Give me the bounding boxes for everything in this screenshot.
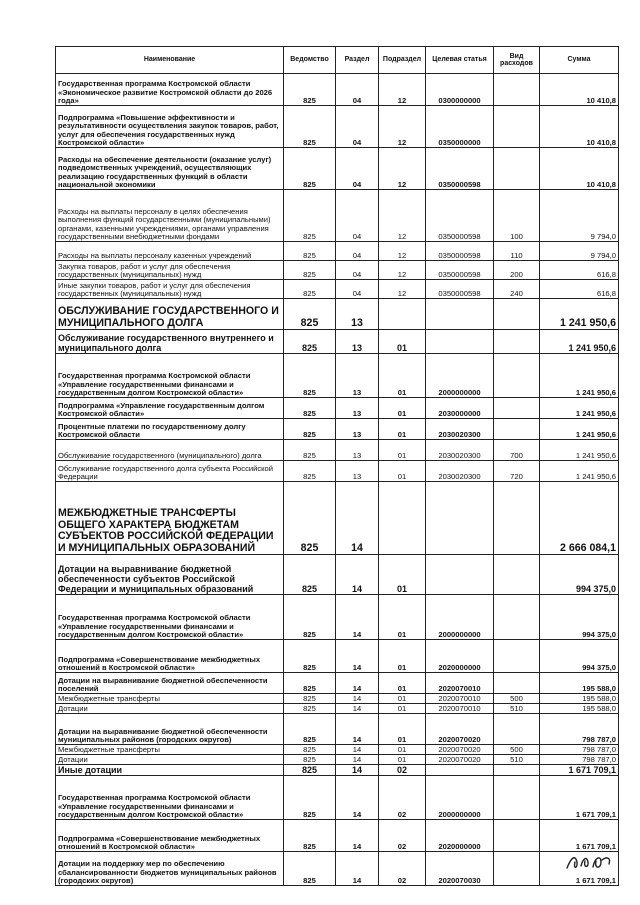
cell-subsection: 01 [379,673,426,694]
table-row [56,148,619,190]
cell-sum: 2 666 084,1 [540,482,619,555]
cell-target [426,765,494,776]
cell-name: Обслуживание государственного (муниципального) долга [56,440,284,461]
cell-name: Дотации [56,755,284,765]
cell-dept: 825 [284,106,336,148]
cell-section: 14 [336,694,379,704]
cell-kind [494,482,540,555]
table-row [56,330,619,354]
cell-subsection: 12 [379,242,426,261]
cell-sum: 994 375,0 [540,595,619,640]
cell-kind [494,776,540,820]
cell-section: 13 [336,419,379,440]
cell-name: Закупка товаров, работ и услуг для обеспечения государственных (муниципальных) нужд [56,261,284,280]
table-row [56,673,619,694]
cell-section: 04 [336,261,379,280]
cell-target: 0350000000 [426,106,494,148]
cell-dept: 825 [284,852,336,886]
cell-target: 0350000598 [426,280,494,299]
table-row [56,745,619,755]
cell-section: 13 [336,299,379,330]
cell-section: 14 [336,765,379,776]
table-row [56,106,619,148]
cell-name: Дотации [56,704,284,714]
cell-kind [494,595,540,640]
cell-section: 13 [336,354,379,398]
cell-sum: 195 588,0 [540,694,619,704]
cell-name: Государственная программа Костромской области «Управление государственными финансами и государственным долгом Костромской области» [56,776,284,820]
cell-subsection [379,299,426,330]
cell-sum: 1 671 709,1 [540,765,619,776]
cell-target: 2020070020 [426,745,494,755]
cell-sum: 1 241 950,6 [540,299,619,330]
cell-sum: 195 588,0 [540,673,619,694]
cell-sum: 1 671 709,1 [540,776,619,820]
table-row [56,820,619,852]
cell-dept: 825 [284,673,336,694]
table-row [56,440,619,461]
cell-sum: 616,8 [540,261,619,280]
cell-sum: 1 241 950,6 [540,461,619,482]
cell-section: 14 [336,704,379,714]
cell-target: 2020070020 [426,714,494,745]
cell-target [426,482,494,555]
cell-name: Подпрограмма «Совершенствование межбюджетных отношений в Костромской области» [56,820,284,852]
cell-target: 2020070010 [426,673,494,694]
table-row [56,299,619,330]
cell-sum: 994 375,0 [540,640,619,673]
cell-dept: 825 [284,595,336,640]
cell-sum: 1 241 950,6 [540,440,619,461]
cell-kind [494,640,540,673]
budget-table [55,46,619,886]
cell-subsection: 02 [379,852,426,886]
cell-sum: 798 787,0 [540,755,619,765]
table-row [56,280,619,299]
cell-name: Подпрограмма «Повышение эффективности и результативности осуществления закупок товаров, работ, услуг для обеспечения государственных нужд Костромской области» [56,106,284,148]
cell-name: Иные закупки товаров, работ и услуг для обеспечения государственных (муниципальных) нужд [56,280,284,299]
cell-subsection: 12 [379,148,426,190]
cell-target: 0350000598 [426,261,494,280]
cell-target: 2000000000 [426,354,494,398]
cell-target [426,330,494,354]
cell-section: 04 [336,190,379,242]
table-row [56,419,619,440]
table-row [56,190,619,242]
table-row [56,555,619,595]
table-row [56,595,619,640]
table-row [56,852,619,886]
cell-kind [494,354,540,398]
cell-subsection: 01 [379,461,426,482]
cell-kind [494,820,540,852]
cell-kind [494,330,540,354]
table-row [56,776,619,820]
cell-subsection: 01 [379,745,426,755]
cell-section: 13 [336,330,379,354]
header-target: Целевая статья [426,47,494,74]
cell-dept: 825 [284,354,336,398]
cell-dept: 825 [284,704,336,714]
cell-section: 04 [336,148,379,190]
cell-kind: 100 [494,190,540,242]
cell-section: 14 [336,714,379,745]
cell-sum: 1 241 950,6 [540,419,619,440]
cell-dept: 825 [284,765,336,776]
cell-sum: 10 410,8 [540,148,619,190]
cell-kind: 200 [494,261,540,280]
cell-kind: 240 [494,280,540,299]
cell-kind [494,148,540,190]
cell-dept: 825 [284,299,336,330]
cell-section: 14 [336,673,379,694]
table-row [56,704,619,714]
cell-dept: 825 [284,461,336,482]
cell-dept: 825 [284,74,336,106]
cell-name: Государственная программа Костромской области «Управление государственными финансами и государственным долгом Костромской области» [56,354,284,398]
cell-dept: 825 [284,190,336,242]
cell-name: Расходы на выплаты персоналу в целях обеспечения выполнения функций государственными (муниципальными) органами, казенными учреждениями, органами управления государственными внебюджетными фондами [56,190,284,242]
cell-subsection: 12 [379,190,426,242]
cell-name: Дотации на выравнивание бюджетной обеспеченности субъектов Российской Федерации и муниципальных образований [56,555,284,595]
cell-name: Дотации на выравнивание бюджетной обеспеченности муниципальных районов (городских округов) [56,714,284,745]
cell-kind [494,765,540,776]
header-dept: Ведомство [284,47,336,74]
cell-kind: 720 [494,461,540,482]
cell-subsection: 01 [379,440,426,461]
cell-subsection: 01 [379,714,426,745]
table-body [56,74,619,886]
cell-section: 04 [336,242,379,261]
cell-kind: 500 [494,694,540,704]
cell-sum: 1 241 950,6 [540,354,619,398]
table-row [56,694,619,704]
cell-dept: 825 [284,640,336,673]
cell-sum: 798 787,0 [540,745,619,755]
cell-kind [494,555,540,595]
cell-subsection: 01 [379,555,426,595]
table-header-row [56,47,619,74]
cell-kind: 500 [494,745,540,755]
cell-subsection: 01 [379,398,426,419]
cell-section: 13 [336,398,379,419]
cell-section: 14 [336,776,379,820]
table-row [56,640,619,673]
cell-section: 14 [336,820,379,852]
header-kind: Вид расходов [494,47,540,74]
cell-subsection: 01 [379,755,426,765]
header-section: Раздел [336,47,379,74]
cell-subsection: 01 [379,595,426,640]
cell-target: 0350000598 [426,148,494,190]
cell-name: Иные дотации [56,765,284,776]
cell-section: 14 [336,640,379,673]
cell-name: Подпрограмма «Совершенствование межбюджетных отношений в Костромской области» [56,640,284,673]
cell-dept: 825 [284,261,336,280]
table-row [56,482,619,555]
table-row [56,354,619,398]
cell-subsection: 01 [379,704,426,714]
cell-sum: 195 588,0 [540,704,619,714]
cell-name: ОБСЛУЖИВАНИЕ ГОСУДАРСТВЕННОГО И МУНИЦИПАЛЬНОГО ДОЛГА [56,299,284,330]
cell-subsection: 02 [379,776,426,820]
cell-target: 2020000000 [426,820,494,852]
cell-dept: 825 [284,330,336,354]
cell-kind [494,299,540,330]
cell-subsection: 01 [379,419,426,440]
cell-dept: 825 [284,440,336,461]
cell-section: 14 [336,852,379,886]
cell-dept: 825 [284,820,336,852]
cell-sum: 1 241 950,6 [540,330,619,354]
header-sum: Сумма [540,47,619,74]
cell-subsection: 02 [379,765,426,776]
cell-sum: 1 671 709,1 [540,852,619,886]
cell-section: 13 [336,440,379,461]
cell-sum: 9 794,0 [540,190,619,242]
cell-dept: 825 [284,755,336,765]
cell-kind [494,398,540,419]
table-row [56,74,619,106]
cell-subsection: 02 [379,820,426,852]
table-row [56,242,619,261]
cell-kind [494,714,540,745]
table-row [56,755,619,765]
cell-name: Обслуживание государственного долга субъекта Российской Федерации [56,461,284,482]
cell-target: 2000000000 [426,595,494,640]
cell-subsection: 01 [379,330,426,354]
cell-dept: 825 [284,714,336,745]
cell-dept: 825 [284,482,336,555]
cell-subsection: 12 [379,280,426,299]
cell-sum: 10 410,8 [540,106,619,148]
cell-section: 04 [336,74,379,106]
cell-target: 2000000000 [426,776,494,820]
cell-kind: 110 [494,242,540,261]
header-subsection: Подраздел [379,47,426,74]
cell-dept: 825 [284,694,336,704]
table-row [56,461,619,482]
cell-kind: 510 [494,704,540,714]
cell-target: 2020070030 [426,852,494,886]
cell-dept: 825 [284,776,336,820]
table-row [56,398,619,419]
cell-subsection: 12 [379,74,426,106]
cell-subsection [379,482,426,555]
cell-kind: 700 [494,440,540,461]
handwritten-page-number [561,848,621,874]
cell-kind [494,419,540,440]
cell-sum: 616,8 [540,280,619,299]
cell-target: 2030020300 [426,440,494,461]
cell-target: 2020070010 [426,704,494,714]
cell-name: Процентные платежи по государственному долгу Костромской области [56,419,284,440]
cell-dept: 825 [284,419,336,440]
cell-section: 04 [336,280,379,299]
cell-kind [494,852,540,886]
cell-name: Расходы на обеспечение деятельности (оказание услуг) подведомственных учреждений, осуществляющих реализацию государственных функций в области национальной экономики [56,148,284,190]
cell-name: Государственная программа Костромской области «Экономическое развитие Костромской области до 2026 года» [56,74,284,106]
header-name: Наименование [56,47,284,74]
cell-dept: 825 [284,280,336,299]
cell-target: 2020070020 [426,755,494,765]
cell-sum: 9 794,0 [540,242,619,261]
cell-dept: 825 [284,148,336,190]
cell-target: 0300000000 [426,74,494,106]
cell-name: Государственная программа Костромской области «Управление государственными финансами и государственным долгом Костромской области» [56,595,284,640]
cell-section: 14 [336,745,379,755]
cell-target: 0350000598 [426,190,494,242]
cell-subsection: 12 [379,261,426,280]
cell-section: 14 [336,595,379,640]
cell-target [426,299,494,330]
table-row [56,261,619,280]
cell-name: Расходы на выплаты персоналу казенных учреждений [56,242,284,261]
cell-sum: 798 787,0 [540,714,619,745]
cell-kind [494,106,540,148]
cell-sum: 1 241 950,6 [540,398,619,419]
cell-subsection: 01 [379,694,426,704]
cell-dept: 825 [284,242,336,261]
cell-target: 0350000598 [426,242,494,261]
cell-target: 2020070010 [426,694,494,704]
cell-kind [494,74,540,106]
cell-sum: 1 671 709,1 [540,820,619,852]
cell-target: 2030020300 [426,461,494,482]
cell-subsection: 01 [379,354,426,398]
cell-dept: 825 [284,745,336,755]
table-row [56,714,619,745]
cell-target: 2030000000 [426,398,494,419]
cell-kind: 510 [494,755,540,765]
cell-section: 13 [336,461,379,482]
cell-sum: 994 375,0 [540,555,619,595]
cell-dept: 825 [284,398,336,419]
cell-dept: 825 [284,555,336,595]
cell-target: 2020000000 [426,640,494,673]
cell-name: Дотации на поддержку мер по обеспечению сбалансированности бюджетов муниципальных районов (городских округов) [56,852,284,886]
cell-name: Обслуживание государственного внутреннего и муниципального долга [56,330,284,354]
cell-kind [494,673,540,694]
cell-sum: 10 410,8 [540,74,619,106]
cell-name: МЕЖБЮДЖЕТНЫЕ ТРАНСФЕРТЫ ОБЩЕГО ХАРАКТЕРА БЮДЖЕТАМ СУБЪЕКТОВ РОССИЙСКОЙ ФЕДЕРАЦИИ И МУНИЦИПАЛЬНЫХ ОБРАЗОВАНИЙ [56,482,284,555]
cell-subsection: 12 [379,106,426,148]
cell-name: Дотации на выравнивание бюджетной обеспеченности поселений [56,673,284,694]
cell-section: 14 [336,555,379,595]
cell-name: Межбюджетные трансферты [56,745,284,755]
cell-name: Подпрограмма «Управление государственным долгом Костромской области» [56,398,284,419]
cell-target: 2030020300 [426,419,494,440]
cell-section: 14 [336,482,379,555]
cell-section: 04 [336,106,379,148]
cell-name: Межбюджетные трансферты [56,694,284,704]
table-row [56,765,619,776]
cell-section: 14 [336,755,379,765]
cell-target [426,555,494,595]
cell-subsection: 01 [379,640,426,673]
